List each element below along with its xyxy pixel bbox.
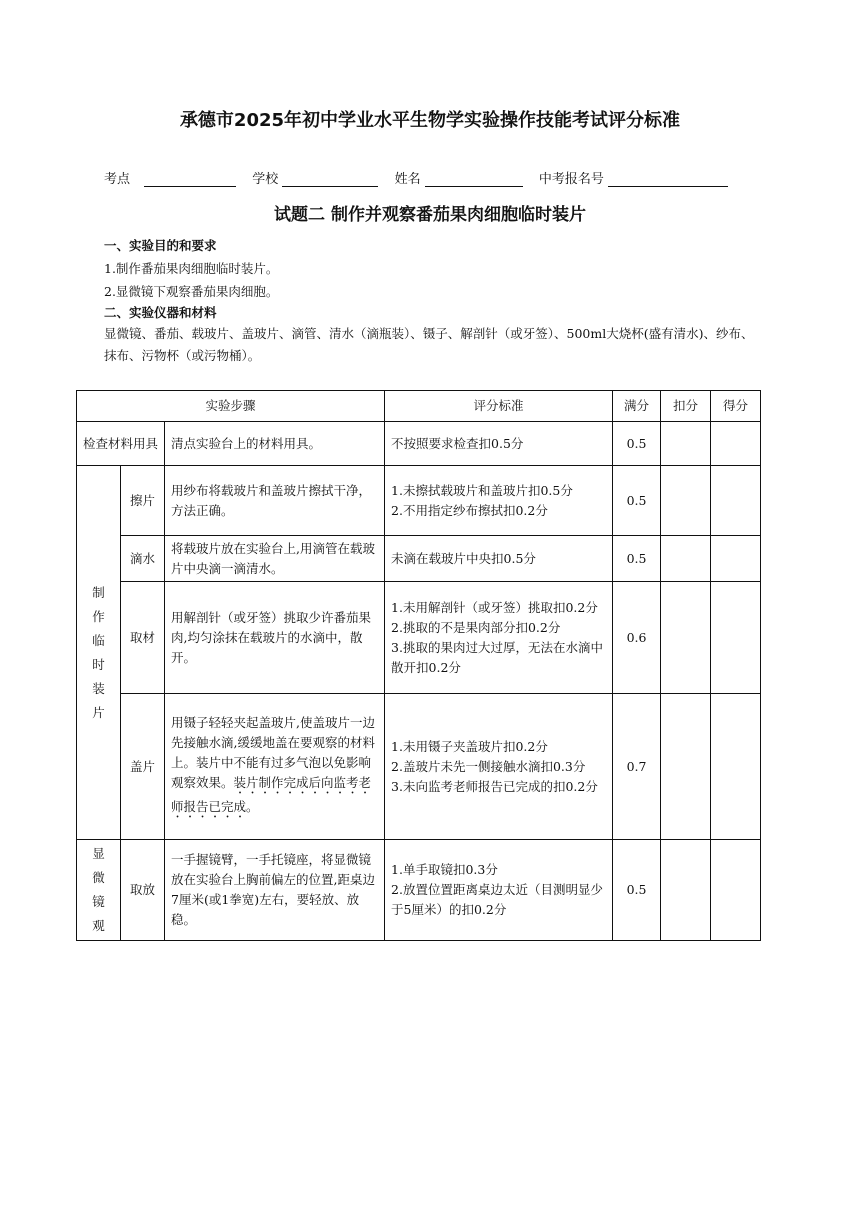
page-title: 承德市2025年初中学业水平生物学实验操作技能考试评分标准: [179, 110, 681, 131]
criteria-text: 不按照要求检查扣0.5分: [385, 422, 613, 466]
purpose-item-1: 1.制作番茄果肉细胞临时装片。: [104, 261, 279, 276]
deduct-cell[interactable]: [661, 422, 711, 466]
school-label: 学校: [252, 172, 279, 187]
criteria-text: 1.未擦拭载玻片和盖玻片扣0.5分 2.不用指定纱布擦拭扣0.2分: [385, 466, 613, 536]
criteria-text: 未滴在载玻片中央扣0.5分: [385, 536, 613, 582]
full-score: 0.5: [613, 840, 661, 941]
exam-site-label: 考点: [104, 172, 131, 187]
table-row: [77, 422, 761, 466]
table-header-row: [77, 391, 761, 422]
score-cell[interactable]: [711, 694, 761, 840]
score-cell[interactable]: [711, 536, 761, 582]
table-row: [77, 536, 761, 582]
section-heading-materials: 二、实验仪器和材料: [104, 305, 217, 320]
criteria-text: 1.未用解剖针（或牙签）挑取扣0.2分 2.挑取的不是果肉部分扣0.2分 3.挑取的果肉过大过厚，无法在水滴中散开扣0.2分: [385, 582, 613, 694]
candidate-info-line: [104, 168, 740, 187]
criteria-text: 1.单手取镜扣0.3分 2.放置位置距离桌边太近（目测明显少于5厘米）的扣0.2分: [385, 840, 613, 941]
full-score: 0.5: [613, 422, 661, 466]
header-steps: 实验步骤: [77, 391, 385, 422]
row-label: 盖片: [121, 694, 165, 840]
header-score: 得分: [711, 391, 761, 422]
group-label-microscope: 显 微 镜 观: [77, 840, 121, 941]
full-score: 0.7: [613, 694, 661, 840]
full-score: 0.5: [613, 466, 661, 536]
materials-text: 显微镜、番茄、载玻片、盖玻片、滴管、清水（滴瓶装）、镊子、解剖针（或牙签）、500ml大烧杯(盛有清水)、纱布、抹布、污物杯（或污物桶）。: [104, 326, 754, 363]
deduct-cell[interactable]: [661, 466, 711, 536]
step-text: 一手握镜臂，一手托镜座，将显微镜放在实验台上胸前偏左的位置,距桌边7厘米(或1拳宽)左右，要轻放、放稳。: [165, 840, 385, 941]
purpose-item-2: 2.显微镜下观察番茄果肉细胞。: [104, 284, 279, 299]
school-field[interactable]: [282, 172, 378, 187]
name-label: 姓名: [394, 172, 421, 187]
reg-no-field[interactable]: [608, 172, 728, 187]
full-score: 0.5: [613, 536, 661, 582]
score-cell[interactable]: [711, 422, 761, 466]
emphasized-report-text: 装片制作完成后向监考老师报告已完成。: [171, 774, 372, 814]
header-criteria: 评分标准: [385, 391, 613, 422]
header-full: 满分: [613, 391, 661, 422]
section-heading-purpose: 一、实验目的和要求: [104, 238, 217, 253]
deduct-cell[interactable]: [661, 536, 711, 582]
deduct-cell[interactable]: [661, 840, 711, 941]
step-text: 用纱布将载玻片和盖玻片擦拭干净，方法正确。: [165, 466, 385, 536]
row-label: 滴水: [121, 536, 165, 582]
scoring-table: [76, 390, 761, 941]
name-field[interactable]: [425, 172, 523, 187]
full-score: 0.6: [613, 582, 661, 694]
table-row: [77, 466, 761, 536]
table-row: [77, 694, 761, 840]
step-text: 清点实验台上的材料用具。: [165, 422, 385, 466]
row-label: 检查材料用具: [77, 422, 165, 466]
exam-site-field[interactable]: [144, 172, 236, 187]
deduct-cell[interactable]: [661, 694, 711, 840]
header-deduct: 扣分: [661, 391, 711, 422]
step-text: 用解剖针（或牙签）挑取少许番茄果肉,均匀涂抹在载玻片的水滴中，散开。: [165, 582, 385, 694]
score-cell[interactable]: [711, 582, 761, 694]
score-cell[interactable]: [711, 466, 761, 536]
deduct-cell[interactable]: [661, 582, 711, 694]
row-label: 擦片: [121, 466, 165, 536]
row-label: 取材: [121, 582, 165, 694]
group-label-make-slide: 制 作 临 时 装 片: [77, 466, 121, 840]
score-cell[interactable]: [711, 840, 761, 941]
step-text: 用镊子轻轻夹起盖玻片,使盖玻片一边先接触水滴,缓缓地盖在要观察的材料上。装片中不能有过多气泡以免影响观察效果。装片制作完成后向监考老师报告已完成。: [165, 694, 385, 840]
criteria-text: 1.未用镊子夹盖玻片扣0.2分 2.盖玻片未先一侧接触水滴扣0.3分 3.未向监考老师报告已完成的扣0.2分: [385, 694, 613, 840]
table-row: [77, 582, 761, 694]
reg-no-label: 中考报名号: [538, 172, 604, 187]
experiment-title: 试题二 制作并观察番茄果肉细胞临时装片: [274, 205, 586, 225]
table-row: [77, 840, 761, 941]
row-label: 取放: [121, 840, 165, 941]
step-text: 将载玻片放在实验台上,用滴管在载玻片中央滴一滴清水。: [165, 536, 385, 582]
